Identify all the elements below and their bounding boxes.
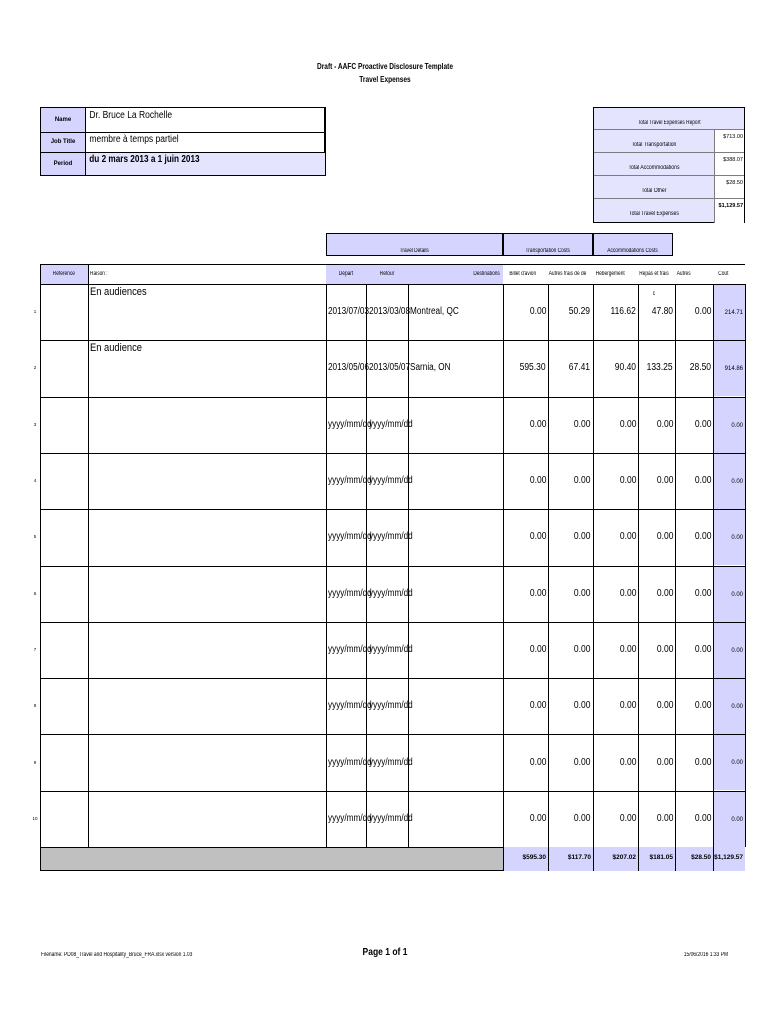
row-depart: yyyy/mm/dd: [328, 531, 372, 542]
row-cout: 914.86: [713, 341, 745, 396]
row-depart: yyyy/mm/dd: [328, 475, 372, 486]
row-number: 3: [33, 422, 37, 427]
row-hebergement: 0.00: [619, 757, 636, 768]
footer-timestamp: 15/06/2016 1:33 PM: [683, 952, 728, 958]
col-repas: Repas et frais c: [639, 271, 669, 297]
row-repas: 0.00: [656, 813, 673, 824]
row-autres: 0.00: [694, 475, 711, 486]
summary-title: Total Travel Expenses Report: [637, 120, 701, 126]
row-billet: 0.00: [529, 813, 546, 824]
travel-details-header: Travel Details: [326, 233, 503, 256]
row-autres-frais: 0.00: [573, 475, 590, 486]
period-row: [41, 153, 325, 175]
traveler-info-box: [40, 107, 326, 176]
total-cout: $1,129.57: [713, 847, 745, 871]
row-hebergement: 0.00: [619, 475, 636, 486]
row-cout: 214.71: [713, 285, 745, 340]
row-retour: yyyy/mm/dd: [369, 813, 413, 824]
row-hebergement: 0.00: [619, 644, 636, 655]
row-reason: En audience: [90, 342, 142, 354]
row-autres-frais: 0.00: [573, 419, 590, 430]
row-billet: 0.00: [529, 531, 546, 542]
total-autres-frais: $117.70: [548, 847, 593, 871]
row-hebergement: 0.00: [619, 700, 636, 711]
summary-row-transportation: Total Transportation $713.00: [594, 129, 744, 153]
row-billet: 0.00: [529, 757, 546, 768]
row-number: 1: [33, 309, 37, 314]
row-cout: 0.00: [713, 567, 745, 622]
row-autres-frais: 0.00: [573, 757, 590, 768]
col-depart: Départ: [338, 271, 354, 277]
name-label: Name: [41, 108, 86, 132]
row-retour: 2013/05/07: [369, 362, 411, 373]
row-destination: Sarnia, ON: [410, 362, 451, 373]
col-retour: Retour: [379, 271, 395, 277]
row-depart: 2013/07/03: [328, 306, 370, 317]
col-reason: Raison :: [90, 271, 108, 277]
row-billet: 0.00: [529, 306, 546, 317]
row-autres-frais: 50.29: [568, 306, 590, 317]
row-retour: 2013/03/08: [369, 306, 411, 317]
row-retour: yyyy/mm/dd: [369, 700, 413, 711]
col-destinations: Destinations: [473, 271, 500, 277]
row-cout: 0.00: [713, 454, 745, 509]
col-cout: Coût: [717, 271, 729, 277]
row-autres: 0.00: [694, 813, 711, 824]
row-hebergement: 90.40: [614, 362, 636, 373]
row-retour: yyyy/mm/dd: [369, 588, 413, 599]
summary-row-total: Total Travel Expenses $1,129.57: [594, 198, 744, 223]
row-hebergement: 116.62: [610, 306, 636, 317]
col-autres: Autres: [677, 271, 691, 277]
expense-summary-box: [593, 107, 745, 223]
document-subtitle: Travel Expenses: [359, 75, 411, 84]
row-hebergement: 0.00: [619, 813, 636, 824]
total-hebergement: $207.02: [593, 847, 638, 871]
row-number: 6: [33, 591, 37, 596]
row-cout: 0.00: [713, 792, 745, 847]
row-autres: 0.00: [694, 306, 711, 317]
row-depart: 2013/05/06: [328, 362, 370, 373]
col-autres-frais: Autres frais de dé: [549, 271, 587, 277]
col-hebergement: Hébergement: [595, 271, 625, 277]
row-number: 5: [33, 534, 37, 539]
row-hebergement: 0.00: [619, 588, 636, 599]
summary-row-accommodations: Total Accommodations $388.07: [594, 152, 744, 176]
row-autres-frais: 0.00: [573, 588, 590, 599]
transportation-costs-header: Transportation Costs: [503, 233, 593, 256]
row-repas: 0.00: [656, 700, 673, 711]
row-autres: 0.00: [694, 419, 711, 430]
row-retour: yyyy/mm/dd: [369, 644, 413, 655]
row-number: 9: [33, 760, 37, 765]
row-autres: 0.00: [694, 644, 711, 655]
name-row: [41, 108, 325, 132]
row-retour: yyyy/mm/dd: [369, 757, 413, 768]
row-repas: 47.80: [651, 306, 673, 317]
job-title-value: membre à temps partiel: [89, 134, 179, 145]
row-billet: 0.00: [529, 419, 546, 430]
period-label: Period: [41, 153, 86, 175]
row-number: 10: [32, 816, 38, 821]
row-depart: yyyy/mm/dd: [328, 588, 372, 599]
row-repas: 0.00: [656, 531, 673, 542]
row-autres: 28.50: [689, 362, 711, 373]
row-billet: 0.00: [529, 588, 546, 599]
row-retour: yyyy/mm/dd: [369, 419, 413, 430]
row-cout: 0.00: [713, 735, 745, 790]
row-number: 2: [33, 365, 37, 370]
row-autres-frais: 67.41: [568, 362, 590, 373]
row-repas: 0.00: [656, 419, 673, 430]
row-autres: 0.00: [694, 757, 711, 768]
row-billet: 595.30: [519, 362, 546, 373]
row-destination: Montreal, QC: [410, 306, 459, 317]
row-billet: 0.00: [529, 644, 546, 655]
row-reason: En audiences: [90, 286, 147, 298]
row-depart: yyyy/mm/dd: [328, 813, 372, 824]
row-depart: yyyy/mm/dd: [328, 757, 372, 768]
row-repas: 0.00: [656, 644, 673, 655]
job-title-row: [41, 133, 325, 152]
row-retour: yyyy/mm/dd: [369, 475, 413, 486]
row-hebergement: 0.00: [619, 531, 636, 542]
period-value: du 2 mars 2013 a 1 juin 2013: [89, 154, 200, 165]
row-autres: 0.00: [694, 588, 711, 599]
row-hebergement: 0.00: [619, 419, 636, 430]
row-repas: 0.00: [656, 588, 673, 599]
footer-page-number: Page 1 of 1: [362, 947, 408, 958]
row-depart: yyyy/mm/dd: [328, 700, 372, 711]
row-cout: 0.00: [713, 623, 745, 678]
row-autres-frais: 0.00: [573, 700, 590, 711]
row-repas: 0.00: [656, 475, 673, 486]
row-depart: yyyy/mm/dd: [328, 644, 372, 655]
col-reference: Reference: [52, 271, 76, 277]
name-value: Dr. Bruce La Rochelle: [89, 110, 173, 121]
total-billet: $595.30: [503, 847, 548, 871]
row-billet: 0.00: [529, 700, 546, 711]
row-repas: 0.00: [656, 757, 673, 768]
row-autres: 0.00: [694, 531, 711, 542]
row-cout: 0.00: [713, 679, 745, 734]
row-autres-frais: 0.00: [573, 644, 590, 655]
row-cout: 0.00: [713, 510, 745, 565]
row-retour: yyyy/mm/dd: [369, 531, 413, 542]
row-repas: 133.25: [646, 362, 673, 373]
row-number: 7: [33, 647, 37, 652]
row-autres-frais: 0.00: [573, 813, 590, 824]
row-autres-frais: 0.00: [573, 531, 590, 542]
document-title: Draft - AAFC Proactive Disclosure Template: [317, 62, 453, 71]
row-autres: 0.00: [694, 700, 711, 711]
row-number: 4: [33, 478, 37, 483]
total-repas: $181.05: [638, 847, 675, 871]
footer-filename: Filename: PD08_Travel and Hospitality_Bruce_FRA.xlsx version 1.03: [41, 952, 193, 958]
col-billet: Billet d'avion: [509, 271, 537, 277]
job-title-label: Job Title: [41, 133, 86, 152]
row-number: 8: [33, 703, 37, 708]
accommodations-costs-header: Accommodations Costs: [593, 233, 673, 256]
row-billet: 0.00: [529, 475, 546, 486]
row-depart: yyyy/mm/dd: [328, 419, 372, 430]
total-autres: $28.50: [675, 847, 713, 871]
row-cout: 0.00: [713, 398, 745, 453]
summary-row-other: Total Other $28.50: [594, 175, 744, 199]
